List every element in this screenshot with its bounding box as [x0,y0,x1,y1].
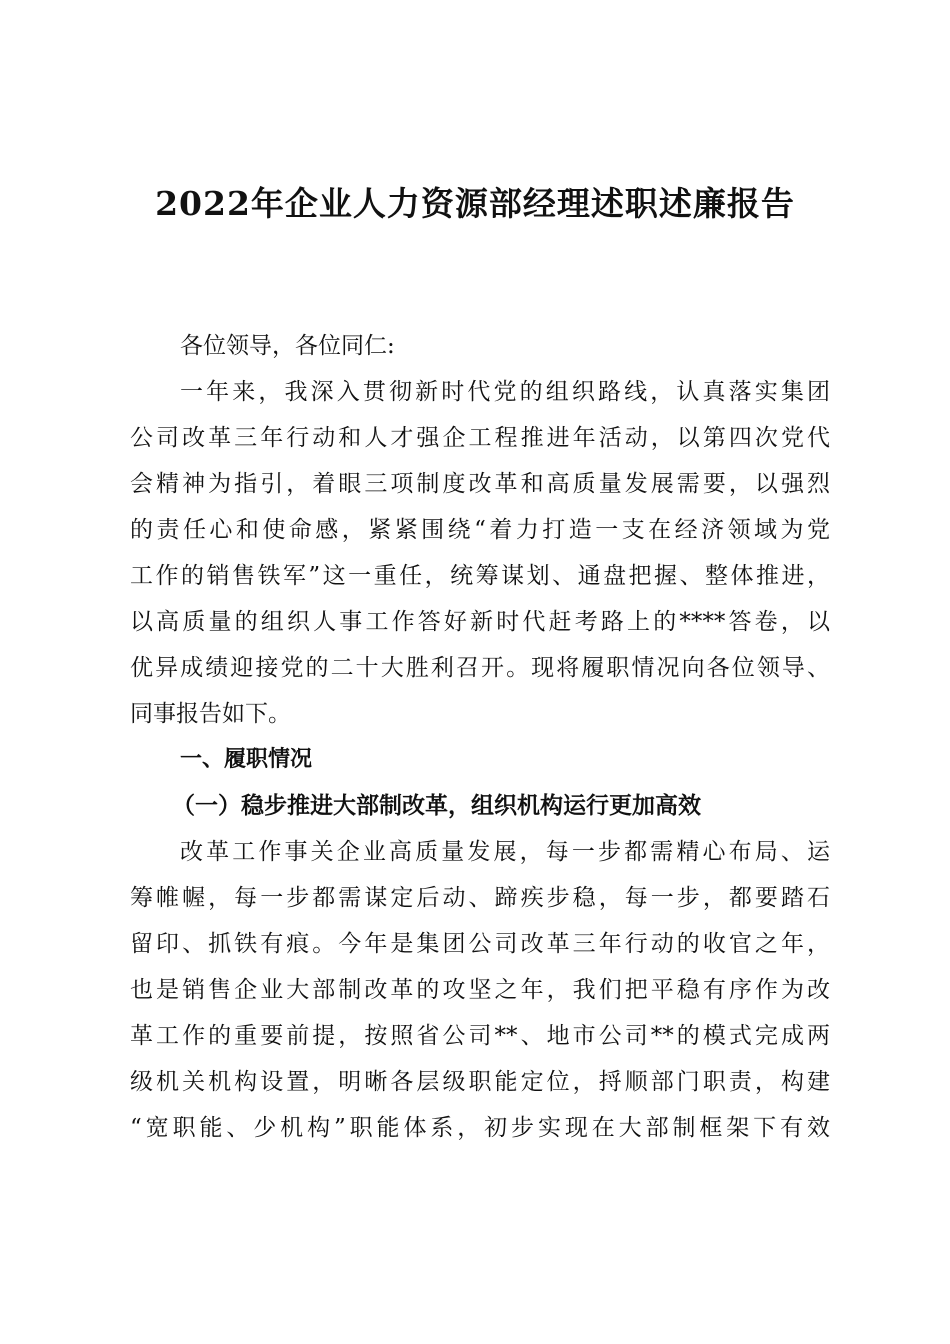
paragraph-line: 公司改革三年行动和人才强企工程推进年活动，以第四次党代 [130,425,830,451]
paragraph-line: 级机关机构设置，明晰各层级职能定位，捋顺部门职责，构建 [130,1069,830,1095]
salutation: 各位领导，各位同仁: [180,333,395,359]
paragraph-line: 也是销售企业大部制改革的攻坚之年，我们把平稳有序作为改 [130,977,830,1003]
paragraph-line: 同事报告如下。 [130,701,291,727]
paragraph-line: 革工作的重要前提，按照省公司**、地市公司**的模式完成两 [130,1023,830,1049]
section-heading: 一、履职情况 [180,747,313,772]
paragraph-line: “宽职能、少机构”职能体系，初步实现在大部制框架下有效 [130,1115,830,1141]
paragraph-line: 优异成绩迎接党的二十大胜利召开。现将履职情况向各位领导、 [130,655,830,681]
paragraph-line: 会精神为指引，着眼三项制度改革和高质量发展需要，以强烈 [130,471,830,497]
paragraph-line: 以高质量的组织人事工作答好新时代赶考路上的****答卷，以 [130,609,830,635]
paragraph-line: 一年来，我深入贯彻新时代党的组织路线，认真落实集团 [180,379,830,405]
paragraph-line: 留印、抓铁有痕。今年是集团公司改革三年行动的收官之年， [130,931,830,957]
paragraph-line: 工作的销售铁军”这一重任，统筹谋划、通盘把握、整体推进， [130,563,830,589]
paragraph-line: 筹帷幄，每一步都需谋定后动、蹄疾步稳，每一步，都要踏石 [130,885,830,911]
paragraph-line: 改革工作事关企业高质量发展，每一步都需精心布局、运 [180,839,830,865]
paragraph-line: 的责任心和使命感，紧紧围绕“着力打造一支在经济领域为党 [130,517,830,543]
subsection-heading: （一）稳步推进大部制改革，组织机构运行更加高效 [172,792,701,819]
document-title: 2022年企业人力资源部经理述职述廉报告 [155,184,795,223]
